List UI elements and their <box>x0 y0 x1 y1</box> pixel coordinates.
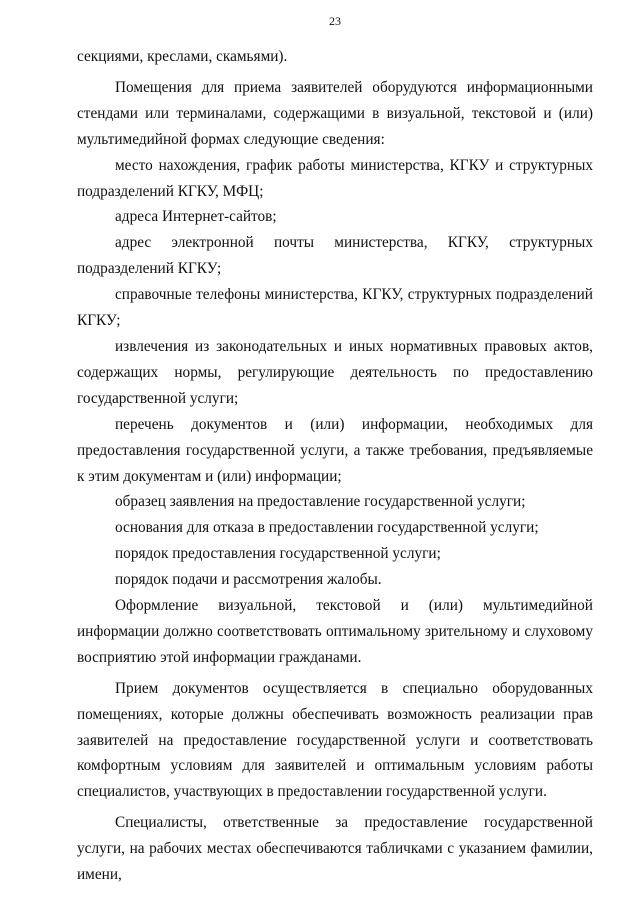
list-item: место нахождения, график работы министерства, КГКУ и структурных подразделений КГКУ, МФЦ; <box>77 156 593 200</box>
list-item: адреса Интернет-сайтов; <box>115 208 277 226</box>
paragraph: Помещения для приема заявителей оборудуются информационными стендами или терминалами, содержащими в визуальной, текстовой и (или) мультимедийной формах следующие сведения: <box>77 78 593 148</box>
document-body <box>77 44 593 888</box>
paragraph: секциями, креслами, скамьями). <box>77 48 288 65</box>
list-item: порядок предоставления государственной услуги; <box>115 545 441 563</box>
page-number: 23 <box>329 14 341 28</box>
list-item: справочные телефоны министерства, КГКУ, структурных подразделений КГКУ; <box>77 286 593 330</box>
list-item: извлечения из законодательных и иных нормативных правовых актов, содержащих нормы, регулирующие деятельность по предоставлению государственной услуги; <box>77 337 593 407</box>
paragraph: Специалисты, ответственные за предоставление государственной услуги, на рабочих местах обеспечиваются табличками с указанием фамилии, имени, <box>77 814 593 884</box>
paragraph: Оформление визуальной, текстовой и (или) мультимедийной информации должно соответствовать оптимальному зрительному и слуховому восприятию этой информации гражданами. <box>77 597 593 666</box>
list-item: адрес электронной почты министерства, КГКУ, структурных подразделений КГКУ; <box>77 234 593 278</box>
paragraph: Прием документов осуществляется в специально оборудованных помещениях, которые должны обеспечивать возможность реализации прав заявителей на предоставление государственной услуги и соответствовать комфортным условиям для заявителей и оптимальным условиям работы специалистов, участвующих в предоставлении государственной услуги. <box>77 679 593 801</box>
list-item: порядок подачи и рассмотрения жалобы. <box>115 571 382 589</box>
list-item: образец заявления на предоставление государственной услуги; <box>115 493 526 511</box>
list-item: перечень документов и (или) информации, необходимых для предоставления государственной услуги, а также требования, предъявляемые к этим документам и (или) информации; <box>77 415 593 485</box>
list-item: основания для отказа в предоставлении государственной услуги; <box>115 519 539 537</box>
